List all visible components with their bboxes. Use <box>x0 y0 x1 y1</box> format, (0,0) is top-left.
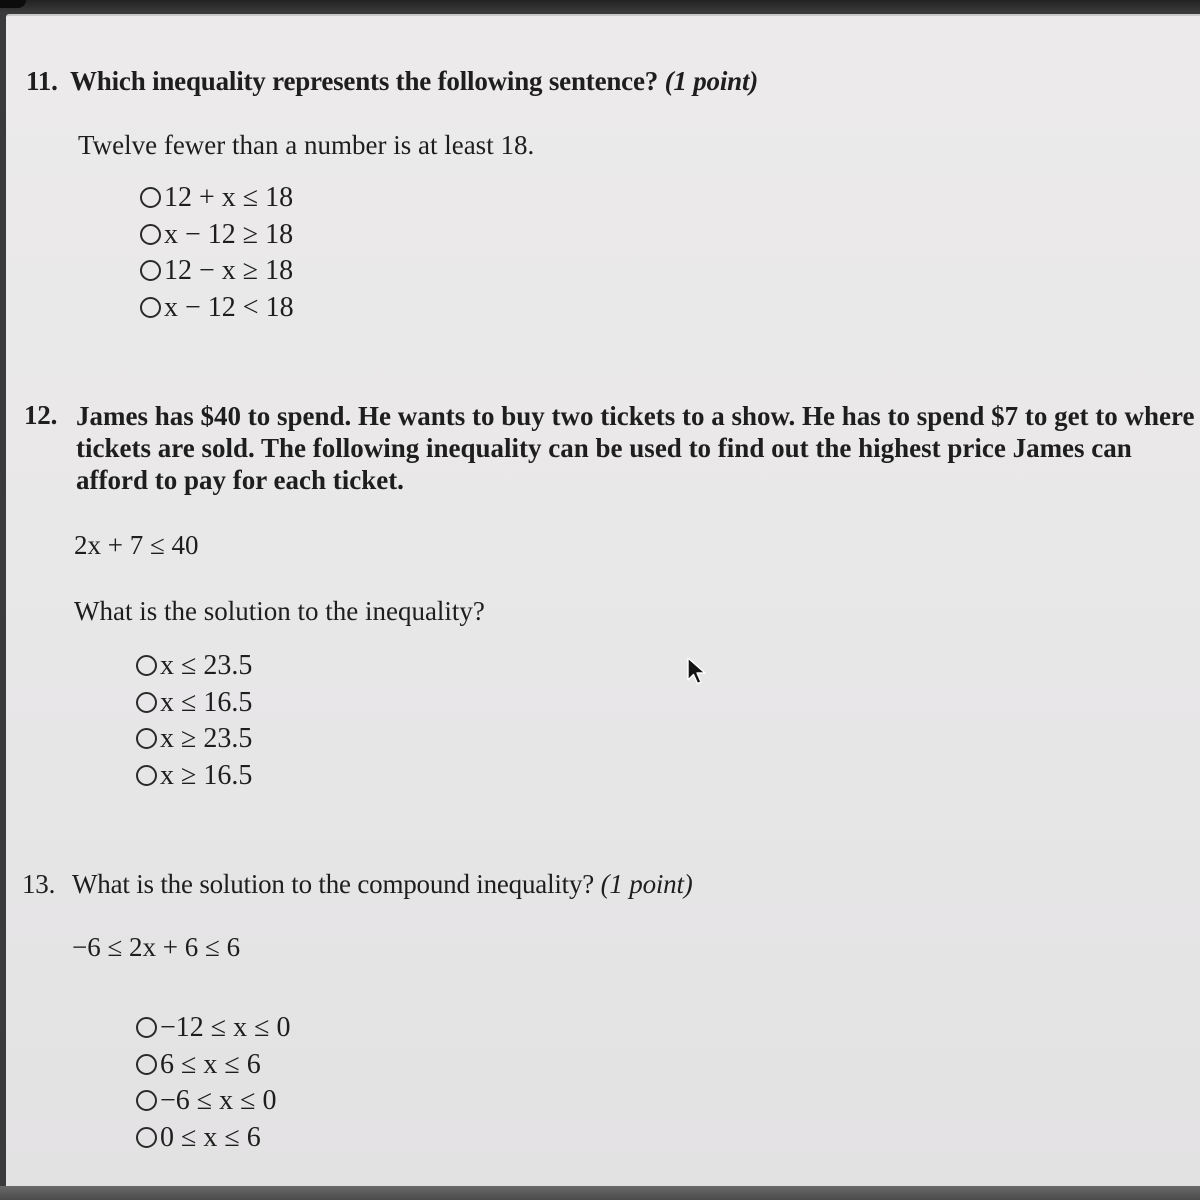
question-12-prompt: James has $40 to spend. He wants to buy two tickets to a show. He has to spend $7 to get to where tickets are sold. The following inequality can be used to find out the highest price James can afford to pay for each ticket. <box>76 401 1195 495</box>
radio-button-icon[interactable] <box>136 1127 157 1148</box>
bezel-corner <box>0 0 26 8</box>
option-label: 0 ≤ x ≤ 6 <box>160 1121 261 1153</box>
question-13-inequality: −6 ≤ 2x + 6 ≤ 6 <box>72 932 241 962</box>
question-12-option-4[interactable] <box>136 758 252 795</box>
question-13-options <box>136 1010 291 1156</box>
radio-button-icon[interactable] <box>136 1017 157 1038</box>
option-label: x ≤ 16.5 <box>160 686 253 718</box>
option-label: x − 12 < 18 <box>164 291 294 323</box>
question-11-sentence: Twelve fewer than a number is at least 18. <box>78 130 535 160</box>
option-label: 6 ≤ x ≤ 6 <box>160 1048 261 1080</box>
radio-button-icon[interactable] <box>136 728 157 749</box>
question-12-option-1[interactable] <box>136 648 252 685</box>
option-label: x ≥ 23.5 <box>160 723 253 754</box>
question-11-option-3[interactable] <box>140 253 294 290</box>
option-label: 12 + x ≤ 18 <box>164 182 294 213</box>
radio-button-icon[interactable] <box>140 187 161 208</box>
question-11-option-2[interactable] <box>140 217 294 254</box>
question-11-prompt: Which inequality represents the following sentence? <box>70 66 659 96</box>
question-13-prompt: What is the solution to the compound inequality? <box>72 869 595 899</box>
radio-button-icon[interactable] <box>136 1054 157 1075</box>
question-12-number: 12. <box>24 400 58 430</box>
question-11-number: 11. <box>26 66 58 96</box>
option-label: x ≤ 23.5 <box>160 650 253 681</box>
question-11-points: (1 point) <box>664 66 759 96</box>
question-11-option-4[interactable] <box>140 290 294 327</box>
option-label: x − 12 ≥ 18 <box>164 218 294 250</box>
question-13-option-1[interactable] <box>136 1010 291 1047</box>
question-12-question: What is the solution to the inequality? <box>74 596 485 626</box>
question-13-option-2[interactable] <box>136 1047 291 1084</box>
question-12-options <box>136 648 252 794</box>
question-12-option-3[interactable] <box>136 721 252 758</box>
question-12-inequality: 2x + 7 ≤ 40 <box>74 530 199 560</box>
radio-button-icon[interactable] <box>136 692 157 713</box>
radio-button-icon[interactable] <box>136 1090 157 1111</box>
option-label: −12 ≤ x ≤ 0 <box>160 1012 291 1043</box>
top-bezel <box>0 0 1200 12</box>
radio-button-icon[interactable] <box>136 655 157 676</box>
radio-button-icon[interactable] <box>140 224 161 245</box>
question-11-options <box>140 180 294 326</box>
option-label: x ≥ 16.5 <box>160 759 253 791</box>
question-13-points: (1 point) <box>600 869 693 899</box>
radio-button-icon[interactable] <box>140 260 161 281</box>
question-13-title <box>22 869 693 900</box>
bottom-bezel <box>0 1186 1200 1200</box>
radio-button-icon[interactable] <box>140 297 161 318</box>
question-11-option-1[interactable] <box>140 180 294 217</box>
mouse-cursor-icon <box>686 656 708 686</box>
question-13-number: 13. <box>22 869 56 899</box>
option-label: −6 ≤ x ≤ 0 <box>160 1085 277 1116</box>
option-label: 12 − x ≥ 18 <box>164 255 294 286</box>
quiz-page <box>6 14 1200 1188</box>
radio-button-icon[interactable] <box>136 765 157 786</box>
question-13-option-3[interactable] <box>136 1083 291 1120</box>
question-13-option-4[interactable] <box>136 1120 291 1157</box>
question-12-option-2[interactable] <box>136 685 252 722</box>
question-11-title <box>26 66 758 97</box>
